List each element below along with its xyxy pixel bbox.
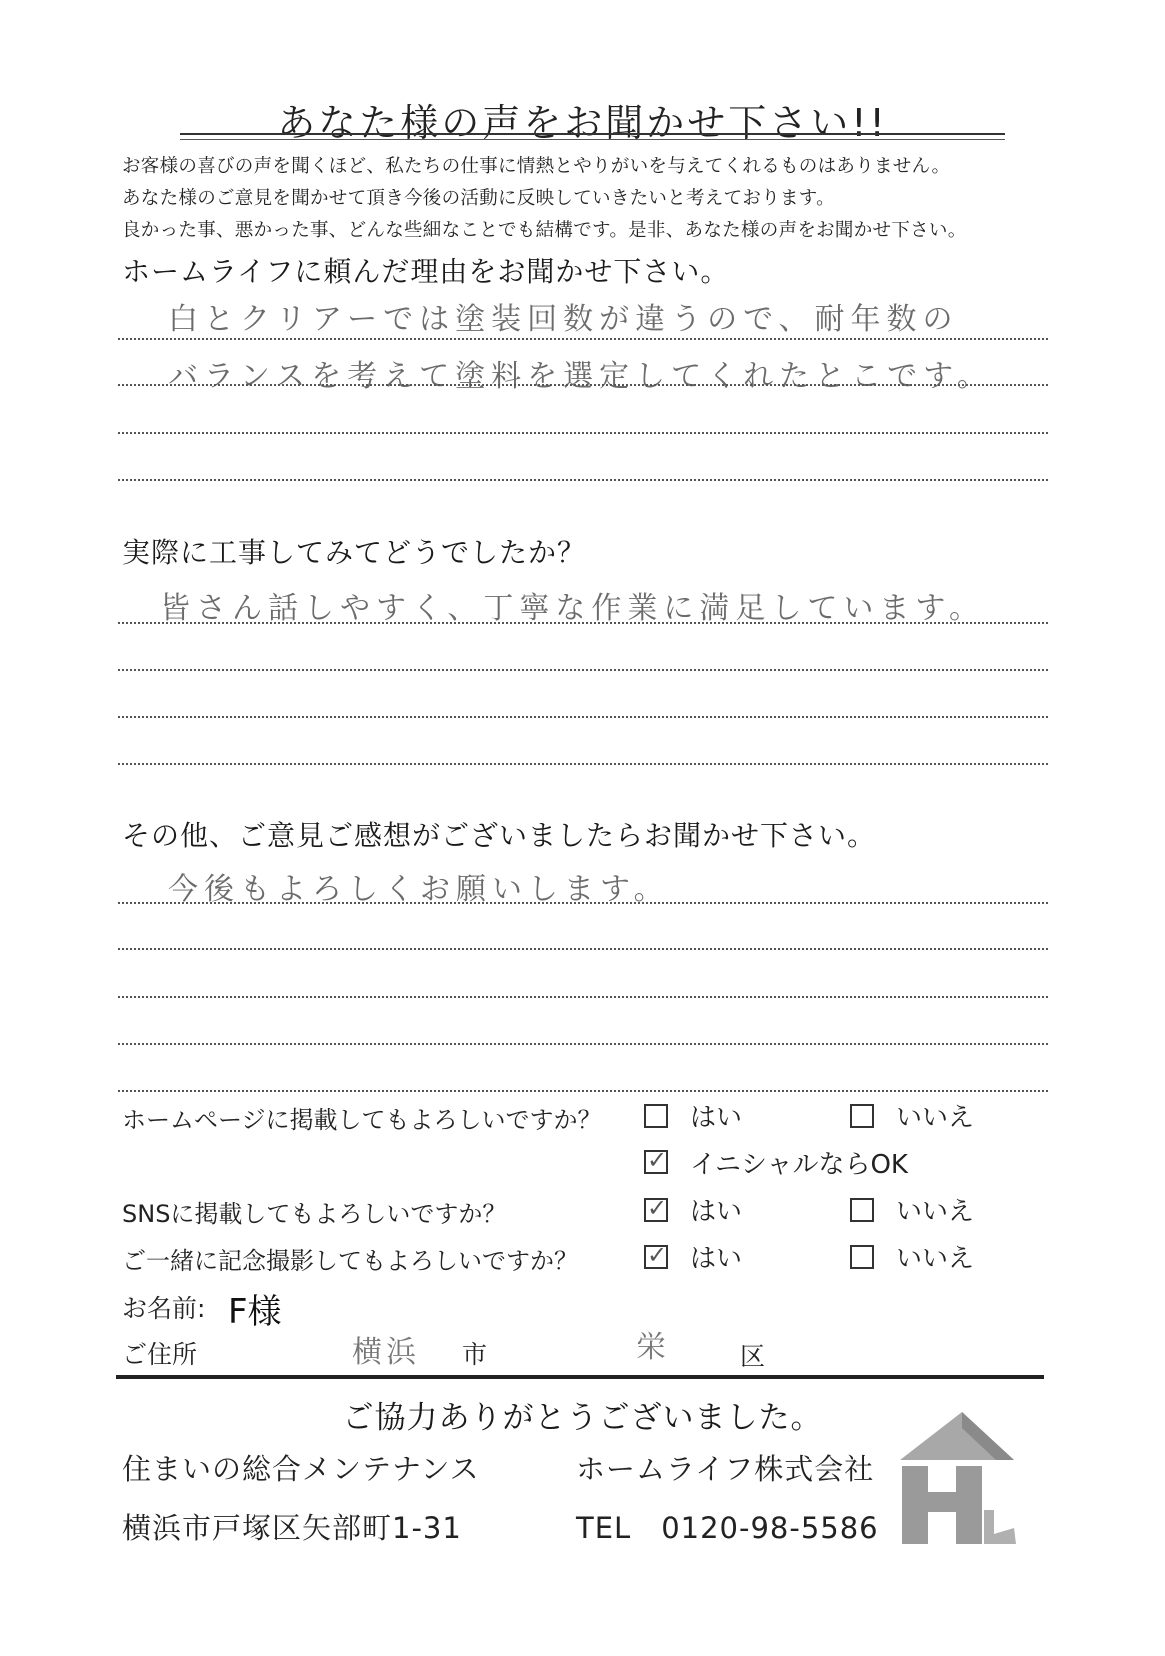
sns-no-label: いいえ [896, 1197, 975, 1227]
section-heading-experience: 実際に工事してみてどうでしたか？ [122, 536, 587, 569]
answer-rule [118, 479, 1048, 481]
answer-rule [118, 384, 1048, 386]
footer-company: ホームライフ株式会社 [576, 1452, 875, 1486]
answer-experience-line-1: 皆さん話しやすく、丁寧な作業に満足しています。 [160, 591, 985, 626]
thanks-message: ご協力ありがとうございました。 [342, 1400, 823, 1436]
answer-comments-line-1: 今後もよろしくお願いします。 [168, 872, 670, 907]
footer-tagline: 住まいの総合メンテナンス [122, 1452, 480, 1486]
homepage-initials-checkbox[interactable] [644, 1150, 668, 1174]
answer-rule [118, 902, 1048, 904]
address-ward-suffix: 区 [740, 1342, 766, 1371]
intro-line-2: あなた様のご意見を聞かせて頂き今後の活動に反映していきたいと考えております。 [122, 188, 835, 209]
answer-rule [118, 716, 1048, 718]
house-logo-icon [896, 1410, 1022, 1548]
address-label: ご住所 [122, 1340, 198, 1369]
title-underline-thin [180, 139, 1005, 140]
footer-address: 横浜市戸塚区矢部町1-31 [122, 1511, 462, 1545]
answer-rule [118, 1090, 1048, 1092]
footer-divider [116, 1375, 1044, 1379]
answer-rule [118, 622, 1048, 624]
sns-yes-checkbox[interactable] [644, 1198, 668, 1222]
answer-rule [118, 1043, 1048, 1045]
answer-rule [118, 432, 1048, 434]
homepage-no-label: いいえ [896, 1103, 975, 1133]
answer-reason-line-1: 白とクリアーでは塗装回数が違うので、耐年数の [168, 302, 959, 337]
address-city-suffix: 市 [462, 1340, 488, 1369]
homepage-permission-question: ホームページに掲載してもよろしいですか？ [122, 1106, 602, 1134]
page-title: あなた様の声をお聞かせ下さい!! [277, 101, 888, 145]
homepage-yes-label: はい [690, 1103, 743, 1133]
section-heading-comments: その他、ご意見ご感想がございましたらお聞かせ下さい。 [122, 819, 877, 852]
footer-tel: TEL 0120-98-5586 [576, 1511, 879, 1545]
photo-yes-label: はい [690, 1244, 743, 1274]
address-ward-value: 栄 [636, 1330, 670, 1365]
name-value: F様 [228, 1292, 282, 1332]
answer-rule [118, 763, 1048, 765]
name-label: お名前: [122, 1294, 206, 1323]
title-underline [180, 133, 1005, 135]
answer-reason-line-2: バランスを考えて塗料を選定してくれたとこです。 [168, 359, 993, 394]
sns-permission-question: SNSに掲載してもよろしいですか？ [122, 1200, 507, 1228]
photo-no-label: いいえ [896, 1244, 975, 1274]
address-city-value: 横浜 [352, 1335, 420, 1370]
homepage-no-checkbox[interactable] [850, 1104, 874, 1128]
intro-line-3: 良かった事、悪かった事、どんな些細なことでも結構です。是非、あなた様の声をお聞かせ下さい。 [122, 220, 967, 241]
section-heading-reason: ホームライフに頼んだ理由をお聞かせ下さい。 [122, 255, 730, 288]
photo-yes-checkbox[interactable] [644, 1245, 668, 1269]
answer-rule [118, 996, 1048, 998]
answer-rule [118, 338, 1048, 340]
photo-no-checkbox[interactable] [850, 1245, 874, 1269]
homepage-yes-checkbox[interactable] [644, 1104, 668, 1128]
answer-rule [118, 948, 1048, 950]
homepage-initials-label: イニシャルならOK [690, 1150, 908, 1180]
sns-yes-label: はい [690, 1197, 743, 1227]
answer-rule [118, 669, 1048, 671]
intro-line-1: お客様の喜びの声を聞くほど、私たちの仕事に情熱とやりがいを与えてくれるものはありません。 [122, 156, 951, 177]
photo-permission-question: ご一緒に記念撮影してもよろしいですか？ [122, 1247, 578, 1275]
sns-no-checkbox[interactable] [850, 1198, 874, 1222]
